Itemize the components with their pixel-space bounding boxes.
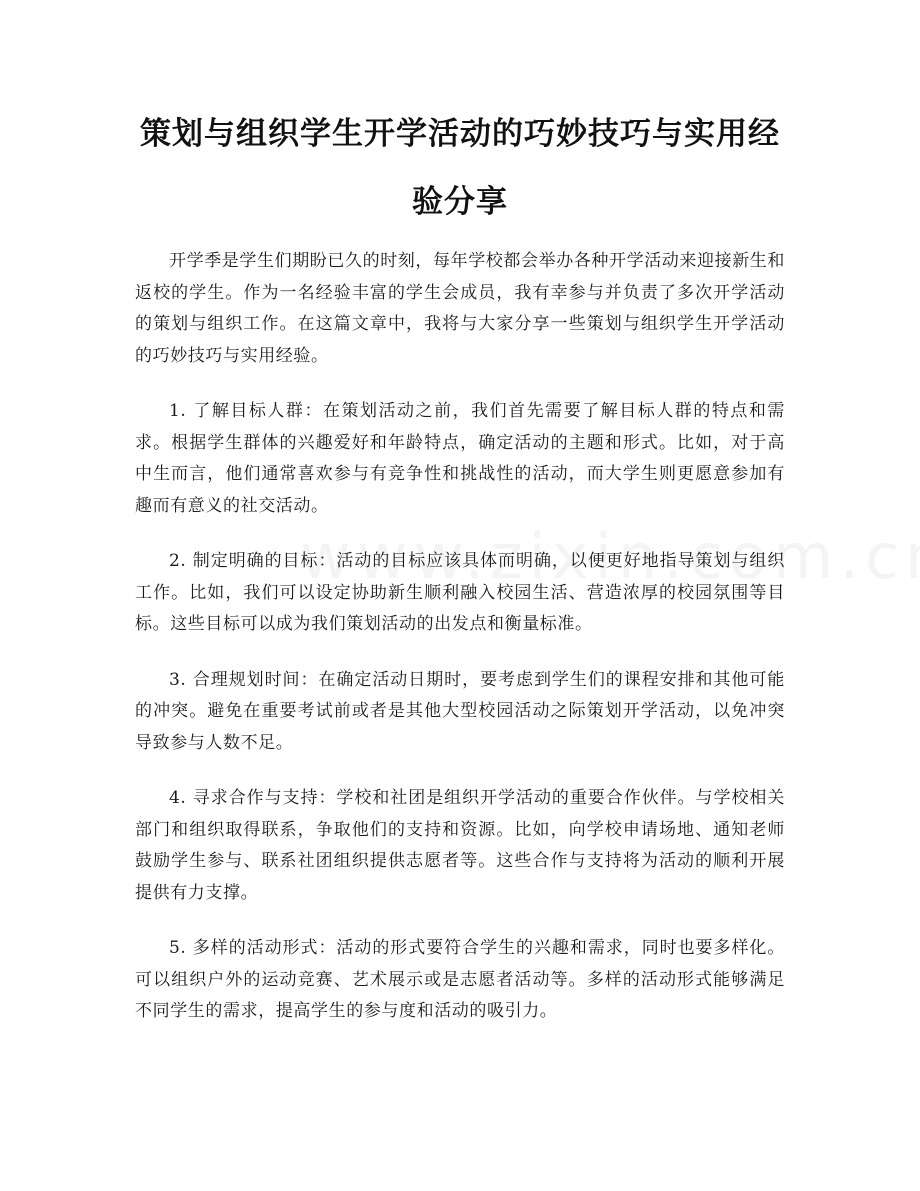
paragraph-target-audience: 1. 了解目标人群：在策划活动之前，我们首先需要了解目标人群的特点和需求。根据学生群体的兴趣爱好和年龄特点，确定活动的主题和形式。比如，对于高中生而言，他们通常喜欢参与有竞争性和挑战性的活动，而大学生则更愿意参加有趣而有意义的社交活动。 xyxy=(135,401,785,516)
intro-paragraph: 开学季是学生们期盼已久的时刻，每年学校都会举办各种开学活动来迎接新生和返校的学生。作为一名经验丰富的学生会成员，我有幸参与并负责了多次开学活动的策划与组织工作。在这篇文章中，我将与大家分享一些策划与组织学生开学活动的巧妙技巧与实用经验。 xyxy=(135,251,785,366)
paragraph-clear-goals: 2. 制定明确的目标：活动的目标应该具体而明确，以便更好地指导策划与组织工作。比如，我们可以设定协助新生顺利融入校园生活、营造浓厚的校园氛围等目标。这些目标可以成为我们策划活动的出发点和衡量标准。 xyxy=(135,551,785,634)
document-title: 策划与组织学生开学活动的巧妙技巧与实用经验分享 xyxy=(140,116,780,220)
paragraph-time-planning: 3. 合理规划时间：在确定活动日期时，要考虑到学生们的课程安排和其他可能的冲突。避免在重要考试前或者是其他大型校园活动之际策划开学活动，以免冲突导致参与人数不足。 xyxy=(135,669,785,753)
document-body xyxy=(135,246,785,1052)
paragraph-cooperation-support: 4. 寻求合作与支持：学校和社团是组织开学活动的重要合作伙伴。与学校相关部门和组织取得联系，争取他们的支持和资源。比如，向学校申请场地、通知老师鼓励学生参与、联系社团组织提供志愿者等。这些合作与支持将为活动的顺利开展提供有力支撑。 xyxy=(135,788,785,903)
paragraph-activity-forms: 5. 多样的活动形式：活动的形式要符合学生的兴趣和需求，同时也要多样化。可以组织户外的运动竞赛、艺术展示或是志愿者活动等。多样的活动形式能够满足不同学生的需求，提高学生的参与度和活动的吸引力。 xyxy=(135,938,785,1021)
